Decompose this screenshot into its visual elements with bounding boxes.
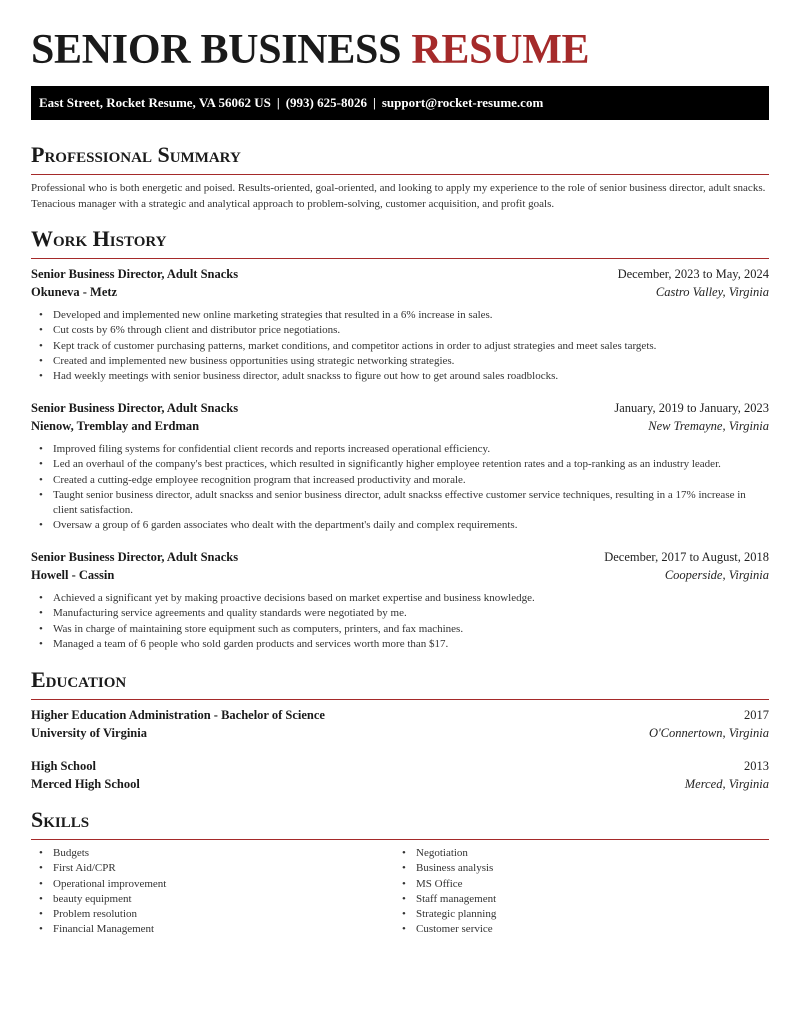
job-title: Senior Business Director, Adult Snacks [31,267,239,281]
education-entry [31,757,769,793]
job-entry [31,548,769,584]
skill-item: • Negotiation [394,846,800,861]
skill-item: • Problem resolution [31,907,769,922]
job-bullet: • Oversaw a group of 6 garden associates who dealt with the department's daily and complex requirements. [31,518,769,533]
summary-text: Professional who is both energetic and poised. Results-oriented, goal-oriented, and looking to apply my experience to the role of senior business director, adult snacks. Tenacious manager with a strategic and analytical approach to problem-solving, customer acquisition, and profit goals. [31,182,766,210]
job-company: Howell - Cassin [31,568,115,582]
contact-separator: | [372,95,376,110]
job-location: Castro Valley, Virginia [655,285,769,299]
job-bullet: • Developed and implemented new online marketing strategies that resulted in a 6% increase in sales. [31,308,769,323]
job-bullet: • Managed a team of 6 people who sold garden products and services worth more than $17. [31,637,769,652]
education-degree: High School [31,759,96,773]
skill-item: • Strategic planning [394,907,800,922]
job-dates: December, 2017 to August, 2018 [604,550,769,564]
skill-item: • Budgets [31,846,769,861]
education-location: Merced, Virginia [684,777,769,791]
title-accent: RESUME [411,27,590,73]
contact-bar [31,86,769,120]
skills-heading: Skills [31,807,769,840]
job-bullets [31,442,769,534]
job-bullet: • Created and implemented new business opportunities using strategic networking strategies. [31,354,769,369]
contact-separator: | [276,95,280,110]
skill-item: • beauty equipment [31,892,769,907]
job-dates: January, 2019 to January, 2023 [614,401,769,415]
skill-item: • MS Office [394,877,800,892]
work-history-heading: Work History [31,226,769,259]
skills-list-right [394,846,800,938]
job-bullet: • Improved filing systems for confidential client records and reports increased operational efficiency. [31,442,769,457]
contact-email[interactable]: support@rocket-resume.com [381,95,544,110]
summary-heading: Professional Summary [31,142,769,175]
resume-title [31,28,589,72]
education-year: 2017 [744,708,769,722]
education-year: 2013 [744,759,769,773]
job-bullet: • Kept track of customer purchasing patterns, market conditions, and competitor actions in order to adjust strategies and meet sales targets. [31,339,769,354]
job-bullet: • Cut costs by 6% through client and distributor price negotiations. [31,323,769,338]
skill-item: • Business analysis [394,861,800,876]
job-bullet: • Taught senior business director, adult snackss and senior business director, adult snackss effective customer service techniques, resulting in a 17% increase in client satisfaction. [31,488,769,519]
education-heading: Education [31,667,769,700]
title-main: SENIOR BUSINESS [31,27,412,73]
job-company: Nienow, Tremblay and Erdman [31,419,200,433]
job-bullet: • Had weekly meetings with senior business director, adult snackss to figure out how to get around sales roadblocks. [31,369,769,384]
job-entry [31,265,769,301]
job-bullets [31,591,769,652]
job-company: Okuneva - Metz [31,285,118,299]
job-bullet: • Achieved a significant yet by making proactive decisions based on market expertise and business knowledge. [31,591,769,606]
contact-phone[interactable]: (993) 625-8026 [285,95,367,110]
skill-item: • Customer service [394,922,800,937]
contact-address: East Street, Rocket Resume, VA 56062 US [39,95,271,110]
job-location: Cooperside, Virginia [664,568,769,582]
skill-item: • Staff management [394,892,800,907]
skill-item: • Financial Management [31,922,769,937]
job-entry [31,399,769,435]
skill-item: • First Aid/CPR [31,861,769,876]
job-bullet: • Created a cutting-edge employee recognition program that increased productivity and morale. [31,473,769,488]
education-location: O'Connertown, Virginia [648,726,769,740]
job-dates: December, 2023 to May, 2024 [617,267,769,281]
job-title: Senior Business Director, Adult Snacks [31,550,239,564]
job-bullet: • Manufacturing service agreements and quality standards were negotiated by me. [31,606,769,621]
job-bullet: • Was in charge of maintaining store equipment such as computers, printers, and fax machines. [31,622,769,637]
job-bullet: • Led an overhaul of the company's best practices, which resulted in significantly higher employee retention rates and a top-ranking as an industry leader. [31,457,769,472]
education-school: University of Virginia [31,726,147,740]
skill-item: • Operational improvement [31,877,769,892]
education-entry [31,706,769,742]
job-location: New Tremayne, Virginia [648,419,769,433]
job-title: Senior Business Director, Adult Snacks [31,401,239,415]
education-school: Merced High School [31,777,140,791]
education-degree: Higher Education Administration - Bachelor of Science [31,708,325,722]
job-bullets [31,308,769,384]
